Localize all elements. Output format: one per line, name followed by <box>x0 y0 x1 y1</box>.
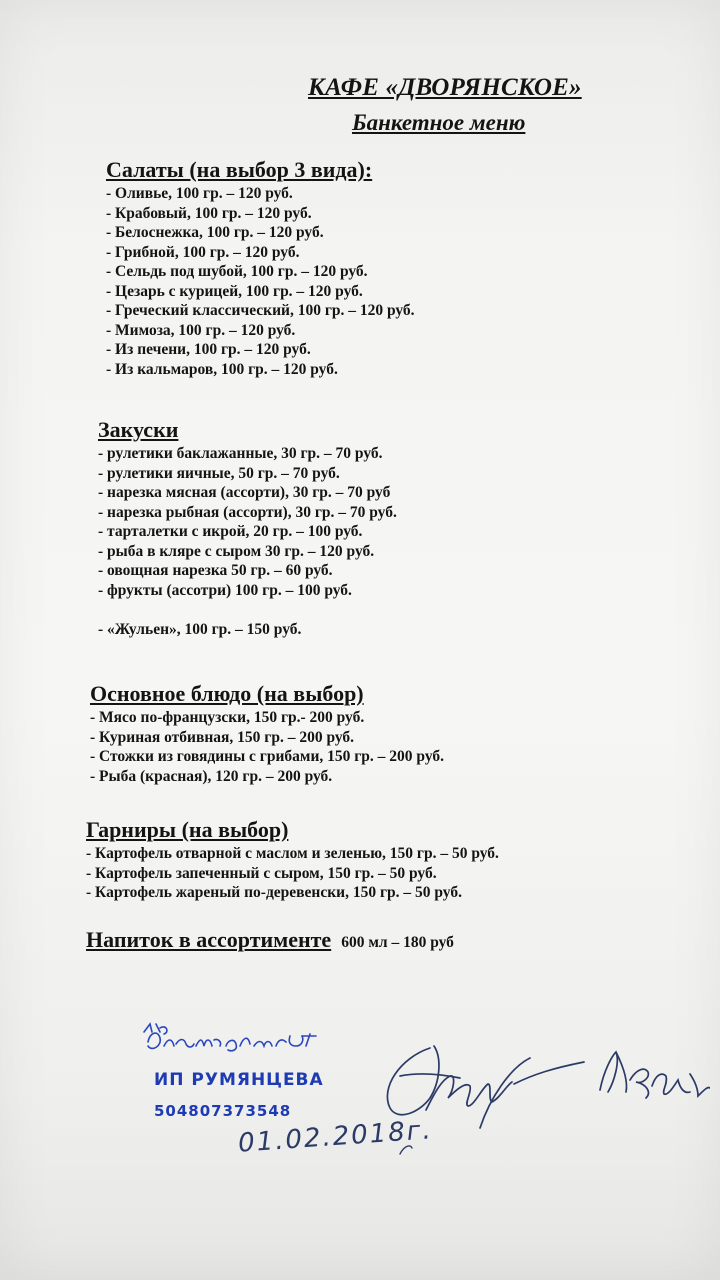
starters-heading: Закуски <box>98 417 179 442</box>
starters-section <box>98 418 397 640</box>
menu-item: - Рыба (красная), 120 гр. – 200 руб. <box>90 767 333 785</box>
menu-item: - Крабовый, 100 гр. – 120 руб. <box>106 204 312 222</box>
menu-item: - Из кальмаров, 100 гр. – 120 руб. <box>106 360 338 378</box>
sides-section <box>86 818 499 903</box>
menu-item: - Мимоза, 100 гр. – 120 руб. <box>106 321 296 339</box>
drinks-heading: Напиток в ассортименте <box>86 927 332 952</box>
drinks-line <box>86 928 454 953</box>
menu-item: - Сельдь под шубой, 100 гр. – 120 руб. <box>106 263 368 280</box>
menu-item: - Мясо по-французски, 150 гр.- 200 руб. <box>90 709 365 726</box>
menu-item: - Из печени, 100 гр. – 120 руб. <box>106 341 311 358</box>
menu-item: - рыба в кляре с сыром 30 гр. – 120 руб. <box>98 542 375 560</box>
signature-scribble <box>387 1046 710 1128</box>
menu-item: - фрукты (ассотри) 100 гр. – 100 руб. <box>98 581 352 599</box>
menu-item: - Стожки из говядины с грибами, 150 гр. – 200 руб. <box>90 748 445 765</box>
menu-item: - нарезка рыбная (ассорти), 30 гр. – 70 руб. <box>98 503 397 521</box>
salads-section <box>106 158 415 379</box>
handwritten-date: 01.02.2018г. <box>237 1115 434 1159</box>
menu-item: - Белоснежка, 100 гр. – 120 руб. <box>106 224 324 241</box>
menu-item: - тарталетки с икрой, 20 гр. – 100 руб. <box>98 523 363 540</box>
menu-item: - Цезарь с курицей, 100 гр. – 120 руб. <box>106 282 363 300</box>
menu-item: - «Жульен», 100 гр. – 150 руб. <box>98 621 302 638</box>
menu-item: - Оливье, 100 гр. – 120 руб. <box>106 185 293 202</box>
menu-item: - рулетики баклажанные, 30 гр. – 70 руб. <box>98 445 383 462</box>
stamp-name: ИП РУМЯНЦЕВА <box>154 1070 324 1090</box>
cafe-title: КАФЕ «ДВОРЯНСКОЕ» <box>308 74 582 101</box>
signature-block <box>130 1018 710 1218</box>
drinks-detail: 600 мл – 180 руб <box>341 934 454 951</box>
salads-heading: Салаты (на выбор 3 вида): <box>106 157 373 182</box>
mains-heading: Основное блюдо (на выбор) <box>90 681 364 706</box>
menu-item: - Картофель отварной с маслом и зеленью, 150 гр. – 50 руб. <box>86 845 499 862</box>
menu-item: - Картофель запеченный с сыром, 150 гр. – 50 руб. <box>86 864 437 882</box>
menu-item: - рулетики яичные, 50 гр. – 70 руб. <box>98 464 340 482</box>
menu-item: - Картофель жареный по-деревенски, 150 гр. – 50 руб. <box>86 884 462 901</box>
mains-section <box>90 682 444 786</box>
stamp-script-mark <box>144 1024 316 1051</box>
sides-heading: Гарниры (на выбор) <box>86 817 289 842</box>
menu-item: - нарезка мясная (ассорти), 30 гр. – 70 руб <box>98 484 391 501</box>
stamp-number: 504807373548 <box>154 1102 292 1120</box>
menu-item: - овощная нарезка 50 гр. – 60 руб. <box>98 562 333 579</box>
menu-item: - Греческий классический, 100 гр. – 120 руб. <box>106 302 415 319</box>
menu-item: - Грибной, 100 гр. – 120 руб. <box>106 243 300 261</box>
menu-subtitle: Банкетное меню <box>352 110 526 135</box>
menu-item: - Куриная отбивная, 150 гр. – 200 руб. <box>90 728 355 746</box>
